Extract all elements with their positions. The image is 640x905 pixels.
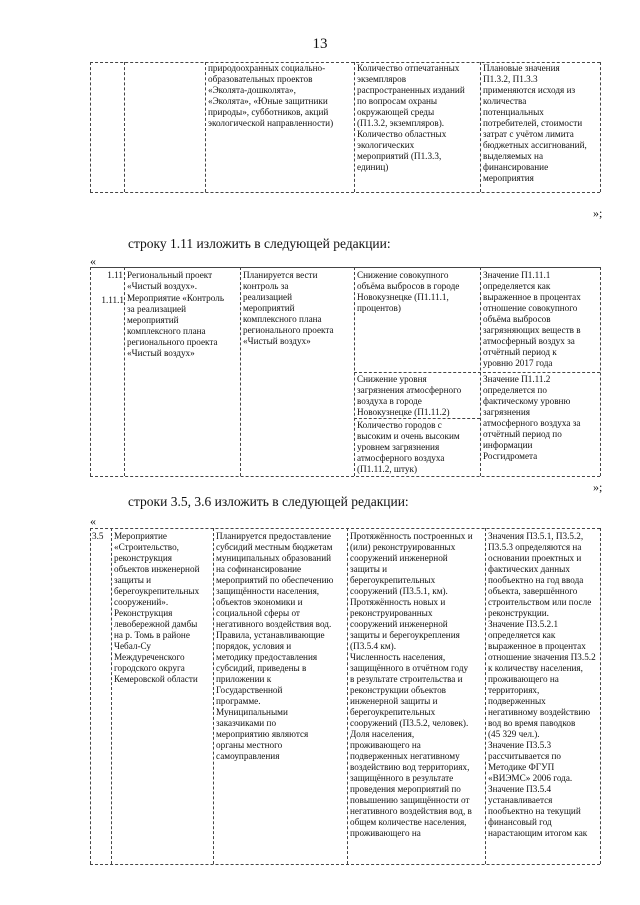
- table-3-indicator: Протяжённость построенных и (или) реконструированных сооружений инженерной защиты и берегоукрепительных сооружений (П3.5.1, км). Протяжённость новых и реконструированных сооружений инженерной защиты и берегоукрепления (П3.5.4 км). Численность населения, защищённого в отчётном году в результате строительства и реконструкции объектов инженерной защиты и берегоукрепительных сооружений (П3.5.2, человек). Доля населения, проживающего на подверженных негативному воздействию вод территориях, защищённого в результате проведения мероприятий по повышению защищённости от негативного воздействия вод, в общем количестве населения, проживающего на: [350, 531, 473, 838]
- table-2-method-2: Значение П1.11.2 определяется по фактическому уровню загрязнения атмосферного воздуха за отчётный период по информации Росгидромета: [483, 374, 581, 461]
- page-number: 13: [312, 36, 328, 52]
- table-2-description: Планируется вести контроль за реализацией мероприятий комплексного плана регионального проекта «Чистый воздух»: [243, 270, 334, 346]
- table-1-cell-description: природоохранных социально- образовательных проектов «Эколята-дошколята», «Эколята», «Юные защитники природы», субботников, акций экологической направленности): [208, 63, 334, 128]
- table-2-number-2: 1.11.1: [101, 295, 124, 305]
- table-3-number: 3.5: [92, 531, 104, 541]
- table-2-project-name: Региональный проект «Чистый воздух».: [127, 270, 213, 291]
- instruction-paragraph-2: строки 3.5, 3.6 изложить в следующей редакции:: [128, 494, 409, 509]
- table-2-indicator-1: Снижение совокупного объёма выбросов в городе Новокузнецке (П1.11.1, процентов): [357, 270, 460, 313]
- instruction-paragraph-1: строку 1.11 изложить в следующей редакции:: [128, 236, 391, 251]
- table-2-number-1: 1.11: [107, 270, 123, 280]
- table-3-description: Планируется предоставление субсидий местным бюджетам муниципальных образований на софинансирование мероприятий по обеспечению защищённости населения, объектов экономики и социальной сферы от негативного воздействия вод. Правила, устанавливающие порядок, условия и методику предоставления субсидий, приведены в приложении к Государственной программе. Муниципальными заказчиками по мероприятию являются органы местного самоуправления: [216, 531, 334, 761]
- table-2-method-1: Значение П1.11.1 определяется как выраженное в процентах отношение совокупного объёма выбросов загрязняющих веществ в атмосферный воздух за отчётный период к уровню 2017 года: [483, 270, 581, 368]
- table-1-cell-indicator: Количество отпечатанных экземпляров распространенных изданий по вопросам охраны окружающей среды (П1.3.2, экземпляров). Количество областных экологических мероприятий (П1.3.3, единиц): [357, 63, 465, 172]
- table-2-activity-name: Мероприятие «Контроль за реализацией мероприятий комплексного плана регионального проекта «Чистый воздух»: [127, 293, 225, 358]
- table-2-indicator-2: Снижение уровня загрязнения атмосферного воздуха в городе Новокузнецке (П1.11.2): [357, 374, 462, 417]
- table-3-method: Значения П3.5.1, П3.5.2, П3.5.3 определяются на основании проектных и фактических данных пообъектно на год ввода объекта, завершённого строительством или после реконструкции. Значение П3.5.2.1 определяется как выраженное в процентах отношение значения П3.5.2 к количеству населения, проживающего на территориях, подверженных негативному воздействию вод во время паводков (45 329 чел.). Значение П3.5.3 рассчитывается по Методике ФГУП «ВИЭМС» 2006 года. Значение П3.5.4 устанавливается пообъектно на текущий финансовый год нарастающим итогом как: [488, 531, 596, 838]
- table-2-indicator-3: Количество городов с высоким и очень высоким уровнем загрязнения атмосферного воздуха (П1.11.2, штук): [357, 420, 460, 474]
- opening-quote-3: «: [90, 514, 96, 528]
- opening-quote-2: «: [90, 254, 96, 268]
- closing-quote-2: »;: [593, 480, 603, 494]
- closing-quote-1: »;: [593, 206, 603, 220]
- table-3-activity-name: Мероприятие «Строительство, реконструкция объектов инженерной защиты и берегоукрепительных сооружений». Реконструкция левобережной дамбы на р. Томь в районе Чебал-Су Междуреченского городского округа Кемеровской области: [114, 531, 200, 684]
- table-1-cell-method: Плановые значения П1.3.2, П1.3.3 применяются исходя из количества потенциальных потребителей, стоимости затрат с учётом лимита бюджетных ассигнований, выделяемых на финансирование мероприятия: [483, 63, 587, 183]
